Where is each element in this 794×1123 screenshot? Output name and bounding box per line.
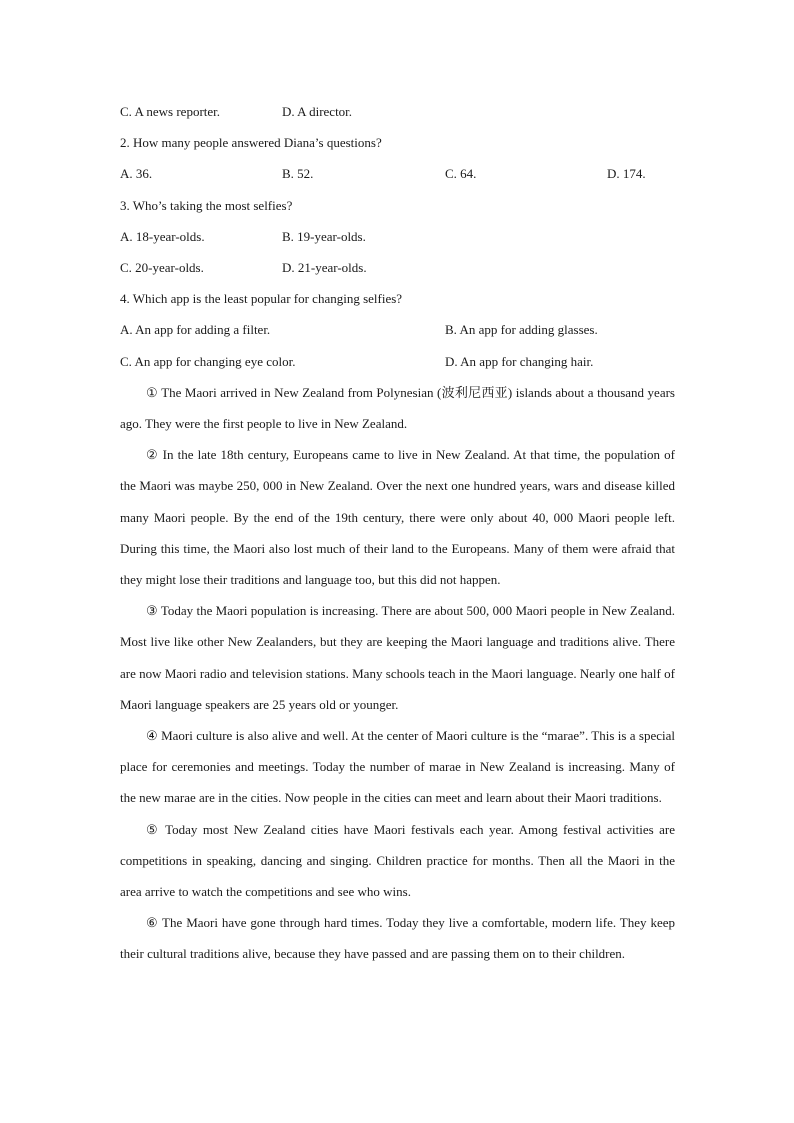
option-c[interactable]: C. An app for changing eye color.: [120, 353, 296, 369]
option-b[interactable]: B. 52.: [282, 166, 314, 182]
option-b[interactable]: B. An app for adding glasses.: [445, 322, 598, 338]
option-d[interactable]: D. 174.: [607, 166, 646, 182]
passage-paragraph-6: ⑥ The Maori have gone through hard times. Today they live a comfortable, modern life. They keep their cultural traditions alive, because they have passed and are passing them on to their children.: [120, 915, 675, 962]
question-3-text: 3. Who’s taking the most selfies?: [120, 197, 293, 213]
question-2-text: 2. How many people answered Diana’s questions?: [120, 135, 382, 151]
document-page: [120, 96, 675, 970]
option-d[interactable]: D. A director.: [282, 104, 353, 119]
option-d[interactable]: D. An app for changing hair.: [445, 353, 594, 369]
option-a[interactable]: A. An app for adding a filter.: [120, 322, 271, 338]
option-b[interactable]: B. 19-year-olds.: [282, 228, 366, 244]
option-a[interactable]: A. 18-year-olds.: [120, 228, 205, 244]
passage-paragraph-2: ② In the late 18th century, Europeans came to live in New Zealand. At that time, the population of the Maori was maybe 250, 000 in New Zealand. Over the next one hundred years, wars and disease killed many Maori people. By the end of the 19th century, there were only about 40, 000 Maori people left. During this time, the Maori also lost much of their land to the Europeans. Many of them were afraid that they might lose their traditions and language too, but this did not happen.: [120, 447, 675, 587]
question-3-options-row-1: [120, 221, 675, 252]
question-4-options-row-1: [120, 314, 675, 345]
question-3-options-row-2: [120, 252, 675, 283]
option-c[interactable]: C. 64.: [445, 166, 477, 182]
option-d[interactable]: D. 21-year-olds.: [282, 259, 367, 275]
question-1-options-row-2: [120, 96, 675, 127]
passage-paragraph-1: ① The Maori arrived in New Zealand from Polynesian (波利尼西亚) islands about a thousand years ago. They were the first people to live in New Zealand.: [120, 384, 675, 431]
option-c[interactable]: C. 20-year-olds.: [120, 259, 204, 275]
passage-paragraph-3: ③ Today the Maori population is increasing. There are about 500, 000 Maori people in New Zealand. Most live like other New Zealanders, but they are keeping the Maori language and traditions alive. There are now Maori radio and television stations. Many schools teach in the Maori language. Nearly one half of Maori language speakers are 25 years old or younger.: [120, 603, 675, 712]
question-4-options-row-2: [120, 346, 675, 377]
option-c[interactable]: C. A news reporter.: [120, 104, 221, 119]
passage-paragraph-5: ⑤ Today most New Zealand cities have Maori festivals each year. Among festival activities are competitions in speaking, dancing and singing. Children practice for months. Then all the Maori in the area arrive to watch the competitions and see who wins.: [120, 821, 675, 899]
passage-paragraph-4: ④ Maori culture is also alive and well. At the center of Maori culture is the “marae”. This is a special place for ceremonies and meetings. Today the number of marae in New Zealand is increasing. Many of the new marae are in the cities. Now people in the cities can meet and learn about their Maori traditions.: [120, 727, 675, 806]
reading-passage: [120, 377, 675, 970]
question-2-options: [120, 158, 675, 189]
question-4-text: 4. Which app is the least popular for changing selfies?: [120, 291, 403, 307]
option-a[interactable]: A. 36.: [120, 166, 153, 182]
